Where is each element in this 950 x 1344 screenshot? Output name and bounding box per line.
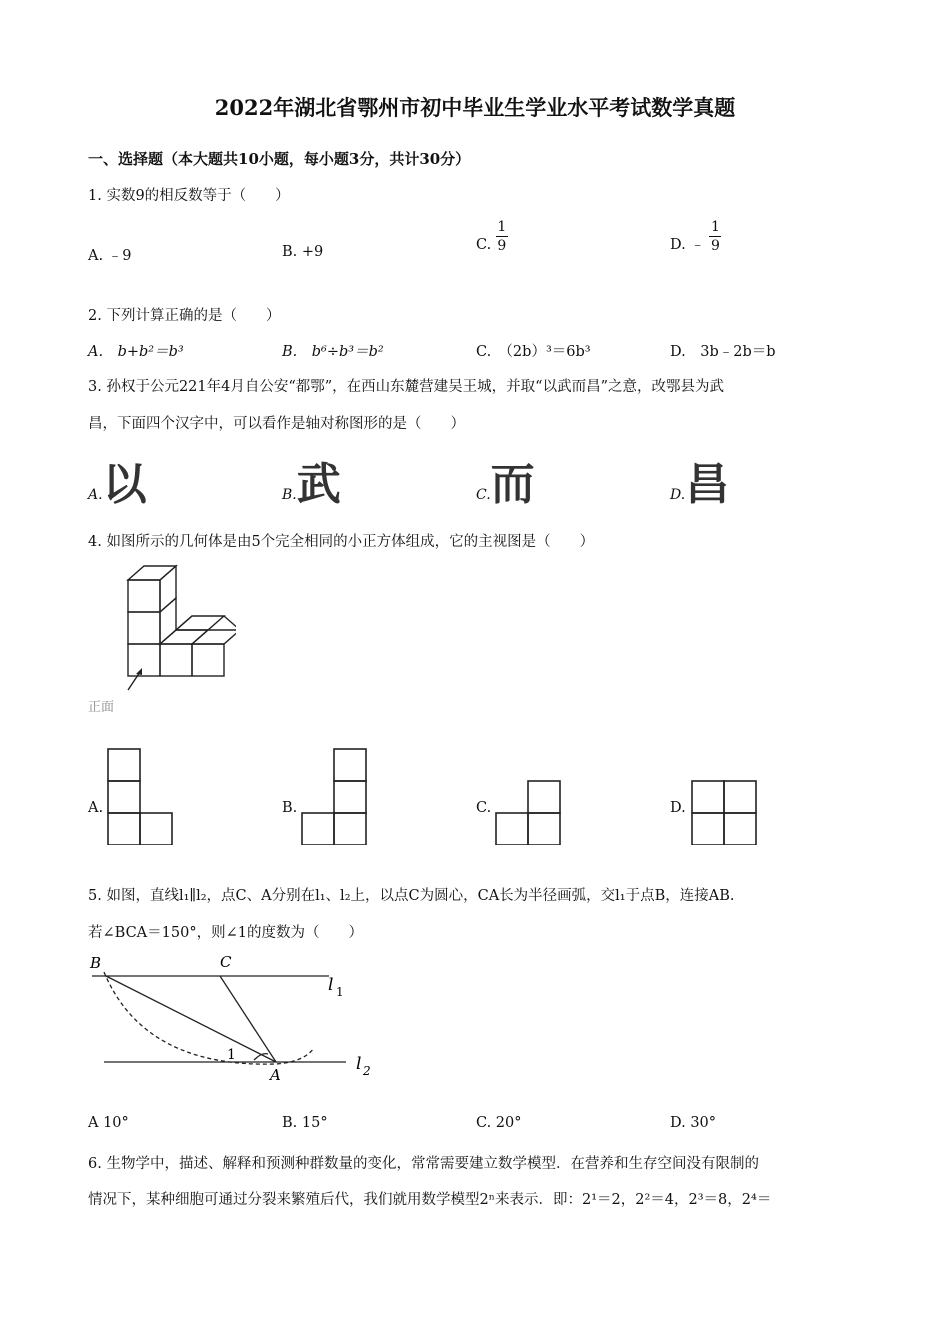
q1-d-denominator: 9 [710, 238, 720, 254]
q4-front-label: 正面 [88, 700, 115, 715]
section-heading: 一、选择题（本大题共10小题，每小题3分，共计30分） [88, 150, 471, 168]
q2-option-d: D. 3b﹣2b＝b [670, 344, 776, 360]
q3-option-b-label: B. [282, 487, 297, 503]
arrow-icon [128, 672, 140, 690]
q3-option-c-char: 而 [490, 459, 533, 510]
q4-option-a-label: A. [88, 800, 104, 816]
q5-option-c: C. 20° [476, 1115, 522, 1131]
q5-stem-line2: 若∠BCA＝150°，则∠1的度数为（ ） [88, 925, 363, 941]
q4-stem: 4. 如图所示的几何体是由5个完全相同的小正方体组成，它的主视图是（ ） [88, 534, 595, 550]
q4-option-b-figure [300, 745, 370, 845]
q5-option-b: B. 15° [282, 1115, 328, 1131]
arc [104, 972, 314, 1064]
q3-option-a [88, 448, 145, 512]
q1-c-numerator: 1 [497, 219, 507, 235]
q3-option-d-label: D. [670, 487, 686, 503]
q1-d-numerator: 1 [710, 219, 720, 235]
q4-option-b-label: B. [282, 800, 298, 816]
q3-option-a-char: 以 [102, 459, 145, 510]
q5-option-d: D. 30° [670, 1115, 717, 1131]
q3-stem-line2: 昌，下面四个汉字中，可以看作是轴对称图形的是（ ） [88, 416, 465, 432]
q1-stem: 1. 实数9的相反数等于（ ） [88, 188, 290, 204]
q5-option-a: A 10° [88, 1115, 129, 1131]
q5-figure [84, 948, 384, 1088]
q2-option-b: B. b⁶÷b³＝b² [282, 344, 384, 360]
q1-option-d-fraction [709, 218, 721, 255]
q2-option-c: C. （2b）³＝6b³ [476, 344, 591, 360]
q1-option-d-label: D. ﹣ [670, 236, 705, 253]
q3-stem-line1: 3. 孙权于公元221年4月自公安“都鄂”，在西山东麓营建吴王城，并取“以武而昌”之意，改鄂县为武 [88, 379, 724, 395]
q3-option-b-char: 武 [296, 459, 339, 510]
q4-option-c-figure [494, 777, 564, 845]
q3-option-a-label: A. [88, 487, 103, 503]
segment-ab [106, 976, 276, 1062]
q2-stem: 2. 下列计算正确的是（ ） [88, 308, 281, 324]
label-l1-subscript: 1 [336, 985, 344, 999]
label-a: A [270, 1066, 281, 1084]
label-c: C [220, 953, 232, 971]
q4-option-c-label: C. [476, 800, 492, 816]
q5-stem-line1: 5. 如图，直线l₁∥l₂，点C、A分别在l₁、l₂上，以点C为圆心，CA长为半径画弧，交l₁于点B，连接AB. [88, 888, 735, 904]
q1-option-b: B. +9 [282, 244, 324, 260]
page-title: 2022年湖北省鄂州市初中毕业生学业水平考试数学真题 [214, 95, 736, 120]
q3-option-c-label: C. [476, 487, 491, 503]
q1-option-a: A. ﹣9 [88, 248, 132, 264]
arrow-head-icon [136, 668, 142, 675]
q2-option-a: A. b+b²＝b³ [88, 344, 184, 360]
q4-option-d-label: D. [670, 800, 686, 816]
q1-c-denominator: 9 [497, 238, 507, 254]
q4-option-a-figure [106, 745, 176, 845]
q6-stem-line2: 情况下，某种细胞可通过分裂来繁殖后代，我们就用数学模型2ⁿ来表示．即：2¹＝2，2²＝4，2³＝8，2⁴＝ [88, 1192, 772, 1208]
label-l2: l [356, 1054, 362, 1074]
q4-option-d-figure [690, 777, 760, 845]
q1-option-c-label: C. [476, 236, 492, 253]
q1-option-d [670, 218, 721, 255]
q3-option-d-char: 昌 [685, 459, 728, 510]
q6-stem-line1: 6. 生物学中，描述、解释和预测种群数量的变化，常常需要建立数学模型．在营养和生存空间没有限制的 [88, 1156, 759, 1172]
q3-option-d [670, 448, 727, 512]
label-b: B [90, 954, 102, 972]
label-angle-1: 1 [227, 1047, 236, 1063]
q1-option-c [476, 218, 508, 255]
q1-option-c-fraction [496, 218, 508, 255]
q3-option-b [282, 448, 339, 512]
label-l1: l [328, 975, 334, 995]
q3-option-c [476, 448, 533, 512]
label-l2-subscript: 2 [363, 1064, 371, 1078]
